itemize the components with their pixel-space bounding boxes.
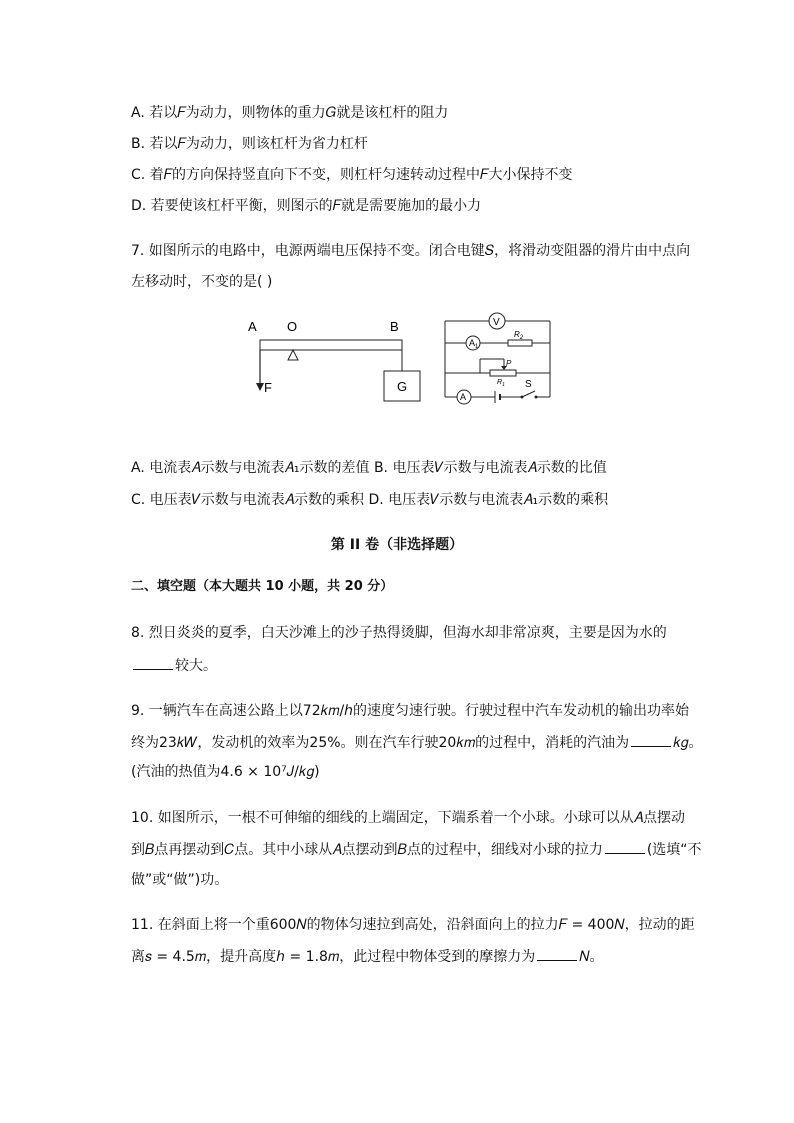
- lever-diagram: [240, 315, 430, 410]
- option-q6-d: D. 若要使该杠杆平衡，则图示的𝐹就是需要施加的最小力: [131, 198, 482, 214]
- q10-line2-tail: (选填“不: [646, 842, 702, 858]
- r1-label: R: [497, 379, 503, 386]
- lever-label-o: O: [287, 319, 298, 334]
- q9-line2-tail: 𝑘𝑔。: [673, 735, 703, 751]
- q9-line3: (汽油的热值为4.6 × 10⁷𝐽/𝑘𝑔): [131, 764, 320, 780]
- section-title: 第 II 卷（非选择题）: [330, 537, 464, 553]
- svg-text:R2: [514, 330, 524, 341]
- r2-sub: 2: [519, 335, 524, 341]
- q10-line2-head: 到𝐵点再摆动到𝐶点。其中小球从𝐴点摆动到𝐵点的过程中，细线对小球的拉力: [131, 842, 603, 858]
- q7-options-row1: A. 电流表𝐴示数与电流表𝐴₁示数的差值 B. 电压表𝑉示数与电流表𝐴示数的比值: [131, 460, 607, 476]
- part2-header: 二、填空题（本大题共 10 小题，共 20 分）: [131, 579, 394, 594]
- q11-line2-head: 离𝑠 = 4.5𝑚，提升高度ℎ = 1.8𝑚，此过程中物体受到的摩擦力为: [131, 949, 536, 965]
- r2-label: R: [514, 330, 520, 339]
- switch-icon: [522, 391, 535, 397]
- q9-line2-head: 终为23𝑘𝑊，发动机的效率为25%。则在汽车行驶20𝑘𝑚的过程中，消耗的汽油为: [131, 735, 630, 751]
- q9-blank[interactable]: [631, 732, 671, 747]
- q7-stem-line2: 左移动时，不变的是( ): [131, 274, 273, 290]
- q11-line2-tail: 𝑁。: [579, 949, 604, 965]
- option-q6-a: A. 若以𝐹为动力，则物体的重力𝐺就是该杠杆的阻力: [131, 105, 449, 121]
- lever-label-b: B: [390, 319, 399, 334]
- ammeter-a1-label: A: [469, 338, 476, 348]
- q11-blank[interactable]: [537, 946, 577, 961]
- option-q6-c: C. 着𝐹的方向保持竖直向下不变，则杠杆匀速转动过程中𝐹大小保持不变: [131, 167, 573, 183]
- q10-line1: 10. 如图所示，一根不可伸缩的细线的上端固定，下端系着一个小球。小球可以从𝐴点摆动: [131, 810, 686, 826]
- lever-label-a: A: [248, 319, 257, 334]
- q10-blank[interactable]: [605, 839, 645, 854]
- q10-line3: 做”或“做”)功。: [131, 872, 229, 888]
- svg-text:R1: [497, 379, 505, 388]
- force-arrow-head-icon: [256, 383, 264, 391]
- q8-line2: [131, 655, 217, 676]
- lever-label-g: G: [397, 379, 408, 394]
- q7-options-row2: C. 电压表𝑉示数与电流表𝐴示数的乘积 D. 电压表𝑉示数与电流表𝐴₁示数的乘积: [131, 492, 609, 508]
- fulcrum-icon: [288, 350, 298, 360]
- rheostat-r1: [490, 370, 516, 376]
- q10-line2: [131, 839, 702, 860]
- option-q6-b: B. 若以𝐹为动力，则该杠杆为省力杠杆: [131, 136, 368, 152]
- ammeter-a1-sub: 1: [475, 344, 479, 350]
- voltmeter-label: V: [493, 317, 500, 328]
- circuit-diagram: [440, 311, 555, 409]
- r1-sub: 1: [502, 382, 505, 388]
- q9-line2: [131, 732, 702, 753]
- lever-bar: [260, 340, 402, 350]
- q9-line1: 9. 一辆汽车在高速公路上以72𝑘𝑚/ℎ的速度匀速行驶。行驶过程中汽车发动机的输出功率始: [131, 703, 690, 719]
- ammeter-a-label: A: [460, 392, 467, 402]
- q7-stem-line1: 7. 如图所示的电路中，电源两端电压保持不变。闭合电键𝑆，将滑动变阻器的滑片由中点向: [131, 243, 691, 259]
- q11-line1: 11. 在斜面上将一个重600𝑁的物体匀速拉到高处，沿斜面向上的拉力𝐹 = 400𝑁，拉动的距: [131, 917, 695, 933]
- slider-label-p: P: [506, 359, 512, 368]
- q11-line2: [131, 946, 604, 967]
- switch-label: S: [525, 379, 532, 390]
- q8-line1: 8. 烈日炎炎的夏季，白天沙滩上的沙子热得烫脚，但海水却非常凉爽，主要是因为水的: [131, 625, 667, 641]
- lever-label-f: F: [264, 380, 272, 395]
- q8-blank[interactable]: [133, 655, 173, 670]
- q8-tail: 较大。: [175, 658, 217, 674]
